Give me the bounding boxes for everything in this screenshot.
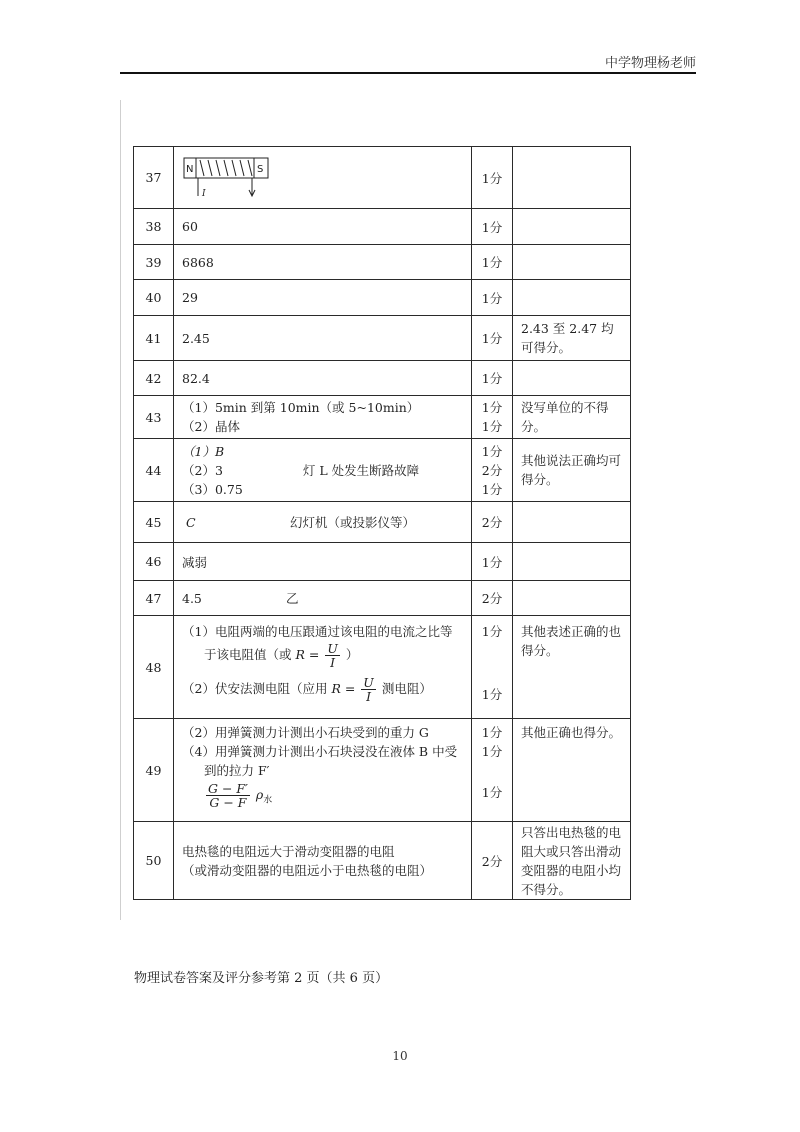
score-cell: 1分 — [472, 316, 513, 361]
question-number: 47 — [134, 581, 174, 616]
note-cell: 2.43 至 2.47 均可得分。 — [513, 316, 631, 361]
formula-fraction — [325, 642, 340, 669]
question-number: 44 — [134, 439, 174, 502]
table-row — [134, 209, 631, 245]
answer-line — [182, 461, 463, 480]
header-rule — [120, 72, 696, 74]
note-cell: 没写单位的不得分。 — [513, 396, 631, 439]
answer-fragment: 测电阻） — [381, 681, 432, 696]
fraction-denominator: I — [366, 689, 372, 704]
note-cell — [513, 502, 631, 543]
table-row — [134, 361, 631, 396]
formula-fraction — [206, 782, 250, 809]
score-line: 2分 — [481, 462, 503, 478]
answer-fragment: （2）3 — [182, 462, 223, 478]
answer-line: （2）用弹簧测力计测出小石块受到的重力 G — [182, 725, 429, 740]
note-cell — [513, 581, 631, 616]
answer-cell: 82.4 — [174, 361, 472, 396]
score-cell — [472, 396, 513, 439]
score-line: 1分 — [481, 785, 503, 800]
answer-line: 到的拉力 F′ — [204, 763, 270, 778]
answer-cell — [174, 439, 472, 502]
table-row — [134, 581, 631, 616]
answer-line — [182, 675, 463, 703]
question-number: 48 — [134, 616, 174, 719]
answer-fragment: （2）伏安法测电阻（应用 — [182, 681, 328, 696]
question-number: 45 — [134, 502, 174, 543]
note-cell — [513, 147, 631, 209]
answer-table — [133, 146, 631, 900]
answer-line: （或滑动变阻器的电阻远小于电热毯的电阻） — [182, 862, 433, 878]
answer-line: （2）晶体 — [182, 419, 240, 434]
score-line: 1分 — [481, 687, 503, 702]
note-cell — [513, 543, 631, 581]
score-cell — [472, 439, 513, 502]
question-number: 42 — [134, 361, 174, 396]
note-cell — [513, 245, 631, 280]
table-row — [134, 245, 631, 280]
score-cell: 2分 — [472, 822, 513, 900]
score-cell — [472, 616, 513, 719]
fraction-numerator: U — [363, 675, 374, 690]
note-cell: 其他正确也得分。 — [513, 719, 631, 822]
south-pole-label: S — [257, 163, 264, 175]
answer-cell — [174, 719, 472, 822]
fraction-numerator: G − F′ — [208, 781, 248, 796]
score-cell: 2分 — [472, 581, 513, 616]
question-number: 43 — [134, 396, 174, 439]
question-number: 50 — [134, 822, 174, 900]
question-number: 41 — [134, 316, 174, 361]
scan-edge-line — [120, 100, 121, 920]
answer-fragment: 4.5 — [182, 591, 202, 606]
answer-fragment: 乙 — [285, 591, 299, 606]
score-line: 1分 — [481, 725, 503, 740]
table-row — [134, 147, 631, 209]
answer-line: （1）电阻两端的电压跟通过该电阻的电流之比等 — [182, 624, 453, 639]
note-cell: 其他表述正确的也得分。 — [513, 616, 631, 719]
north-pole-label: N — [186, 163, 194, 175]
answer-line — [182, 780, 463, 816]
score-cell: 1分 — [472, 245, 513, 280]
answer-cell — [174, 396, 472, 439]
note-cell: 只答出电热毯的电阻大或只答出滑动变阻器的电阻小均不得分。 — [513, 822, 631, 900]
fraction-denominator: G − F — [209, 795, 247, 810]
note-cell — [513, 280, 631, 316]
answer-cell: 2.45 — [174, 316, 472, 361]
score-line: 1分 — [481, 744, 503, 759]
question-number: 39 — [134, 245, 174, 280]
formula-r: R = — [295, 647, 320, 662]
answer-cell — [174, 616, 472, 719]
note-cell — [513, 361, 631, 396]
score-cell: 1分 — [472, 361, 513, 396]
score-line: 1分 — [481, 400, 503, 415]
answer-fragment: C — [186, 515, 196, 530]
score-line: 1分 — [481, 624, 503, 639]
rho-symbol: ρ — [255, 787, 264, 802]
answer-fragment: 幻灯机（或投影仪等） — [289, 515, 415, 530]
answer-line: （1）5min 到第 10min（或 5~10min） — [182, 400, 420, 415]
rho-subscript: 水 — [263, 795, 273, 806]
question-number: 40 — [134, 280, 174, 316]
answer-fragment: 于该电阻值（或 — [204, 647, 292, 662]
question-number: 46 — [134, 543, 174, 581]
page-number: 10 — [392, 1049, 408, 1063]
question-number: 49 — [134, 719, 174, 822]
page-footer-text: 物理试卷答案及评分参考第 2 页（共 6 页） — [134, 971, 389, 986]
answer-cell: 6868 — [174, 245, 472, 280]
formula-fraction — [361, 676, 376, 703]
answer-line: 电热毯的电阻远大于滑动变阻器的电阻 — [182, 843, 395, 859]
score-line: 1分 — [481, 443, 503, 459]
question-number: 37 — [134, 147, 174, 209]
score-line: 1分 — [481, 419, 503, 434]
solenoid-diagram — [182, 156, 272, 200]
table-row — [134, 822, 631, 900]
table-row — [134, 439, 631, 502]
answer-fragment: ） — [345, 647, 359, 662]
answer-cell — [174, 502, 472, 543]
score-cell: 1分 — [472, 543, 513, 581]
answer-fragment: 灯 L 处发生断路故障 — [302, 462, 420, 478]
table-row — [134, 280, 631, 316]
fraction-numerator: U — [327, 641, 338, 656]
current-label: I — [202, 188, 206, 199]
answer-cell: 29 — [174, 280, 472, 316]
answer-line: （3）0.75 — [182, 481, 243, 497]
table-row — [134, 719, 631, 822]
answer-line: （1）B — [182, 443, 225, 459]
question-number: 38 — [134, 209, 174, 245]
score-line: 1分 — [481, 481, 503, 497]
answer-cell — [174, 581, 472, 616]
page-header-text: 中学物理杨老师 — [604, 56, 696, 71]
score-cell: 1分 — [472, 209, 513, 245]
score-cell: 1分 — [472, 280, 513, 316]
table-row — [134, 502, 631, 543]
formula-r: R = — [331, 681, 356, 696]
fraction-denominator: I — [330, 655, 336, 670]
answer-line: （4）用弹簧测力计测出小石块浸没在液体 B 中受 — [182, 744, 458, 759]
table-row — [134, 316, 631, 361]
answer-cell: 减弱 — [174, 543, 472, 581]
answer-cell: 60 — [174, 209, 472, 245]
note-cell: 其他说法正确均可得分。 — [513, 439, 631, 502]
answer-cell — [174, 822, 472, 900]
note-cell — [513, 209, 631, 245]
answer-line — [182, 641, 463, 669]
table-row — [134, 616, 631, 719]
score-cell: 2分 — [472, 502, 513, 543]
table-row — [134, 396, 631, 439]
answer-cell — [174, 147, 472, 209]
score-cell: 1分 — [472, 147, 513, 209]
table-row — [134, 543, 631, 581]
score-cell — [472, 719, 513, 822]
